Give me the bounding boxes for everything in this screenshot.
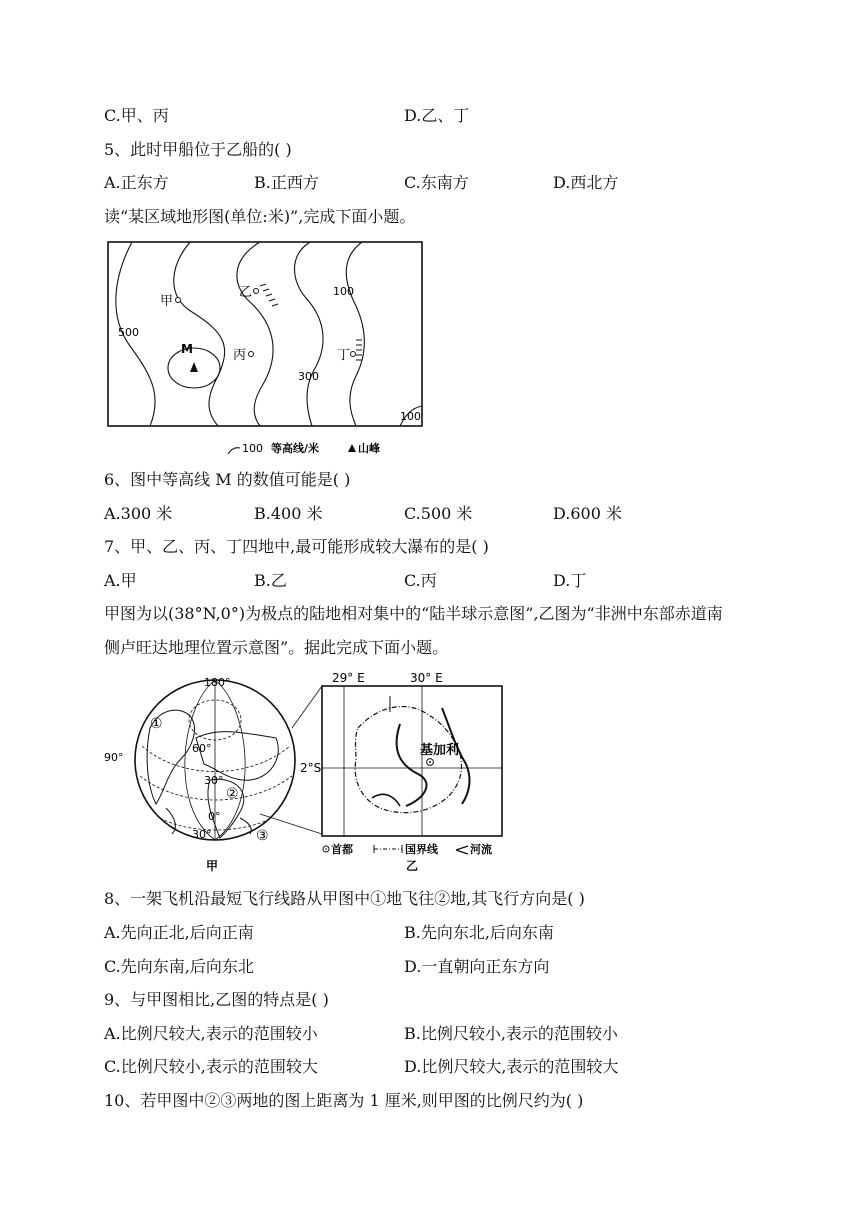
intro-hemisphere-line2: 侧卢旺达地理位置示意图”。据此完成下面小题。 bbox=[104, 638, 449, 657]
q8-option-a: A.先向正北,后向正南 bbox=[104, 923, 254, 942]
globe-point-1: ① bbox=[150, 716, 163, 732]
legend-contour-label: 等高线/米 bbox=[271, 442, 320, 455]
inset-label-29e: 29° E bbox=[332, 671, 365, 685]
globe-point-2: ② bbox=[226, 786, 239, 802]
point-jia bbox=[176, 298, 181, 303]
globe-caption: 甲 bbox=[206, 859, 219, 873]
q8-option-c: C.先向东南,后向东北 bbox=[104, 957, 254, 976]
inset-label-30e: 30° E bbox=[410, 671, 443, 685]
label-ding: 丁 bbox=[337, 348, 351, 363]
q5-option-c: C.东南方 bbox=[404, 173, 469, 192]
q6-option-c: C.500 米 bbox=[404, 504, 473, 523]
label-500: 500 bbox=[118, 326, 139, 339]
point-yi bbox=[254, 289, 259, 294]
hemisphere-figure bbox=[100, 668, 520, 878]
contour-map bbox=[100, 236, 430, 460]
q8-stem: 8、一架飞机沿最短飞行线路从甲图中①地飞往②地,其飞行方向是( ) bbox=[104, 889, 585, 908]
globe-label-30s: 30° bbox=[192, 828, 212, 841]
legend-peak-label: 山峰 bbox=[358, 442, 380, 455]
inset-label-2s: 2°S bbox=[300, 761, 322, 775]
q6-option-b: B.400 米 bbox=[254, 504, 323, 523]
q4-option-c: C.甲、丙 bbox=[104, 106, 169, 125]
q9-option-a: A.比例尺较大,表示的范围较小 bbox=[104, 1024, 318, 1043]
legend-river: 河流 bbox=[470, 843, 492, 856]
q8-option-b: B.先向东北,后向东南 bbox=[404, 923, 554, 942]
q9-option-c: C.比例尺较小,表示的范围较大 bbox=[104, 1057, 318, 1076]
globe-label-30n: 30° bbox=[204, 774, 224, 787]
q5-option-b: B.正西方 bbox=[254, 173, 319, 192]
legend-border: 国界线 bbox=[405, 843, 438, 856]
q9-option-b: B.比例尺较小,表示的范围较小 bbox=[404, 1024, 618, 1043]
q8-option-d: D.一直朝向正东方向 bbox=[404, 957, 550, 976]
label-m: M bbox=[181, 342, 193, 356]
inset-caption: 乙 bbox=[406, 859, 419, 873]
capital-kigali-label: 基加利 bbox=[420, 743, 460, 758]
q7-option-b: B.乙 bbox=[254, 571, 287, 590]
inset-legend bbox=[323, 842, 492, 856]
point-bing bbox=[249, 352, 254, 357]
q5-option-d: D.西北方 bbox=[553, 173, 619, 192]
globe-label-60: 60° bbox=[192, 742, 212, 755]
globe-label-180: 180° bbox=[204, 676, 231, 689]
q6-option-d: D.600 米 bbox=[553, 504, 622, 523]
peak-icon bbox=[190, 362, 198, 372]
legend-peak-icon bbox=[348, 444, 356, 452]
q10-stem: 10、若甲图中②③两地的图上距离为 1 厘米,则甲图的比例尺约为( ) bbox=[104, 1091, 584, 1110]
point-ding bbox=[351, 352, 356, 357]
q7-stem: 7、甲、乙、丙、丁四地中,最可能形成较大瀑布的是( ) bbox=[104, 537, 489, 556]
globe-map bbox=[104, 676, 322, 873]
q6-option-a: A.300 米 bbox=[104, 504, 173, 523]
q6-stem: 6、图中等高线 M 的数值可能是( ) bbox=[104, 470, 351, 489]
label-300: 300 bbox=[298, 370, 319, 383]
intro-contour-map: 读“某区域地形图(单位:米)”,完成下面小题。 bbox=[104, 207, 416, 226]
legend-capital: 首都 bbox=[331, 843, 353, 856]
intro-hemisphere-line1: 甲图为以(38°N,0°)为极点的陆地相对集中的“陆半球示意图”,乙图为“非洲中东部赤道南 bbox=[104, 604, 723, 623]
q4-option-d: D.乙、丁 bbox=[404, 106, 470, 125]
globe-label-0: 0° bbox=[208, 810, 221, 823]
q5-stem: 5、此时甲船位于乙船的( ) bbox=[104, 140, 292, 159]
q9-stem: 9、与甲图相比,乙图的特点是( ) bbox=[104, 990, 329, 1009]
q7-option-a: A.甲 bbox=[104, 571, 137, 590]
q7-option-c: C.丙 bbox=[404, 571, 437, 590]
label-100-bottom: 100 bbox=[400, 410, 421, 423]
label-100-top: 100 bbox=[333, 285, 354, 298]
q9-option-d: D.比例尺较大,表示的范围较大 bbox=[404, 1057, 619, 1076]
globe-label-90: 90° bbox=[104, 751, 124, 764]
label-bing: 丙 bbox=[233, 348, 247, 363]
q5-option-a: A.正东方 bbox=[104, 173, 169, 192]
q7-option-d: D.丁 bbox=[553, 571, 587, 590]
legend-contour-value: 100 bbox=[242, 442, 263, 455]
label-yi: 乙 bbox=[239, 285, 253, 300]
label-jia: 甲 bbox=[160, 294, 174, 309]
globe-point-3: ③ bbox=[256, 828, 269, 844]
